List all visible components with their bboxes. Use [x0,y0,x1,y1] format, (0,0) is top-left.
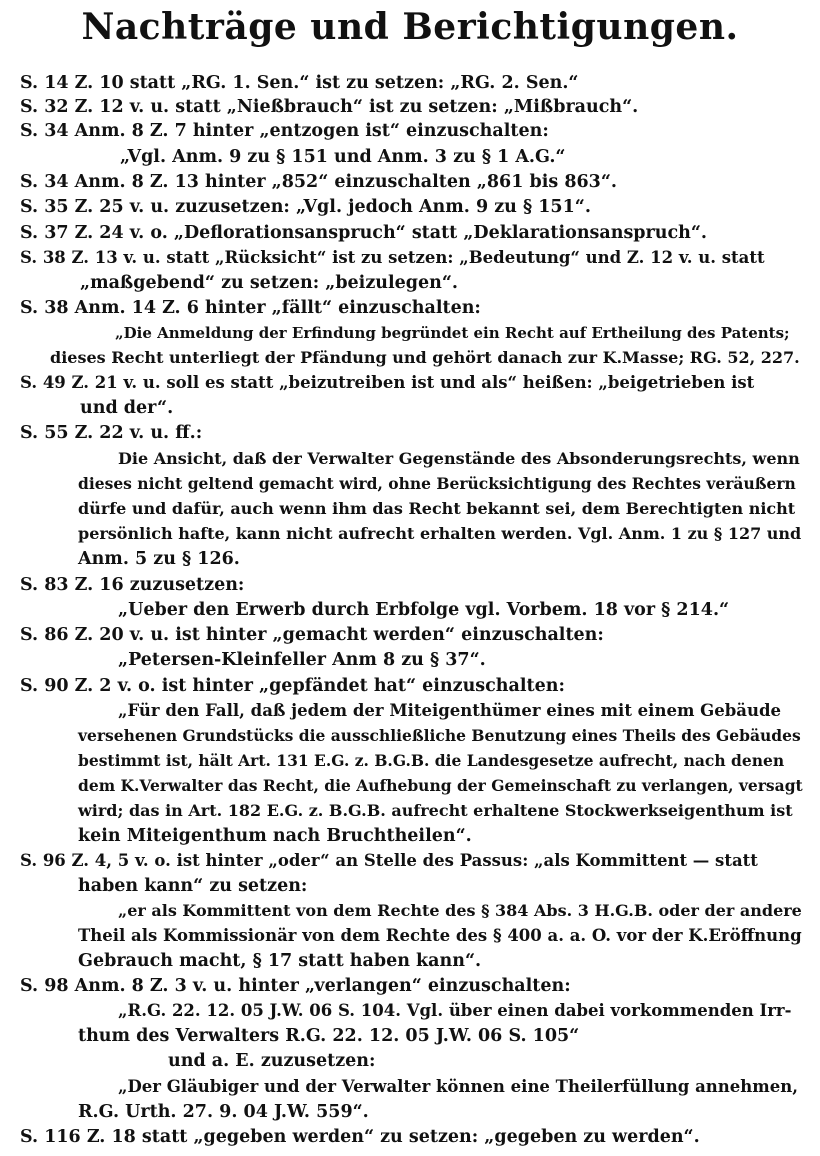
entry-line: dieses nicht geltend gemacht wird, ohne Berücksichtigung des Rechtes veräußern [78,474,796,493]
entry-line: S. 90 Z. 2 v. o. ist hinter „gepfändet hat“ einzuschalten: [20,676,565,696]
entry-line: „maßgebend“ zu setzen: „beizulegen“. [80,273,459,293]
entry-line: S. 34 Anm. 8 Z. 13 hinter „852“ einzuschalten „861 bis 863“. [20,172,618,192]
entry-line: wird; das in Art. 182 E.G. z. B.G.B. aufrecht erhaltene Stockwerkseigenthum ist [78,801,793,820]
entry-line: „Ueber den Erwerb durch Erbfolge vgl. Vorbem. 18 vor § 214.“ [118,600,730,620]
entry-line: S. 38 Z. 13 v. u. statt „Rücksicht“ ist zu setzen: „Bedeutung“ und Z. 12 v. u. statt [20,248,765,267]
entry-line: S. 14 Z. 10 statt „RG. 1. Sen.“ ist zu setzen: „RG. 2. Sen.“ [20,73,579,93]
entry-line: und a. E. zuzusetzen: [168,1051,376,1071]
entry-line: S. 32 Z. 12 v. u. statt „Nießbrauch“ ist zu setzen: „Mißbrauch“. [20,97,639,117]
entry-line: bestimmt ist, hält Art. 131 E.G. z. B.G.B. die Landesgesetze aufrecht, nach denen [78,751,785,770]
entry-line: dem K.Verwalter das Recht, die Aufhebung der Gemeinschaft zu verlangen, versagt [78,776,803,795]
entry-line: kein Miteigenthum nach Bruchtheilen“. [78,826,472,846]
entry-line: S. 49 Z. 21 v. u. soll es statt „beizutreiben ist und als“ heißen: „beigetrieben ist [20,373,755,392]
entry-line: „Die Anmeldung der Erfindung begründet ein Recht auf Ertheilung des Patents; [115,324,790,342]
entry-line: dieses Recht unterliegt der Pfändung und gehört danach zur K.Masse; RG. 52, 227. [50,348,800,367]
entry-line: S. 83 Z. 16 zuzusetzen: [20,575,245,595]
entry-line: Die Ansicht, daß der Verwalter Gegenstände des Absonderungsrechts, wenn [118,449,800,468]
page-title: Nachträge und Berichtigungen. [81,6,739,48]
entry-line: S. 34 Anm. 8 Z. 7 hinter „entzogen ist“ einzuschalten: [20,121,549,141]
entry-line: Anm. 5 zu § 126. [78,549,240,569]
entry-line: S. 55 Z. 22 v. u. ff.: [20,423,203,443]
entry-line: versehenen Grundstücks die ausschließliche Benutzung eines Theils des Gebäudes [78,726,801,745]
entry-line: „er als Kommittent von dem Rechte des § 384 Abs. 3 H.G.B. oder der andere [118,901,802,920]
entry-line: S. 38 Anm. 14 Z. 6 hinter „fällt“ einzuschalten: [20,298,481,318]
entry-line: S. 98 Anm. 8 Z. 3 v. u. hinter „verlangen“ einzuschalten: [20,976,571,996]
entry-line: und der“. [80,398,174,418]
entry-line: S. 37 Z. 24 v. o. „Deflorationsanspruch“ statt „Deklarationsanspruch“. [20,223,708,243]
entry-line: S. 96 Z. 4, 5 v. o. ist hinter „oder“ an Stelle des Passus: „als Kommittent — statt [20,851,758,870]
entry-line: thum des Verwalters R.G. 22. 12. 05 J.W. 06 S. 105“ [78,1026,580,1046]
entry-line: S. 86 Z. 20 v. u. ist hinter „gemacht werden“ einzuschalten: [20,625,604,645]
entry-line: Gebrauch macht, § 17 statt haben kann“. [78,951,482,971]
entry-line: „Petersen-Kleinfeller Anm 8 zu § 37“. [118,650,486,670]
entry-line: S. 116 Z. 18 statt „gegeben werden“ zu setzen: „gegeben zu werden“. [20,1127,700,1147]
entry-line: persönlich hafte, kann nicht aufrecht erhalten werden. Vgl. Anm. 1 zu § 127 und [78,524,802,543]
entry-line: „Für den Fall, daß jedem der Miteigenthümer eines mit einem Gebäude [118,701,781,720]
entry-line: R.G. Urth. 27. 9. 04 J.W. 559“. [78,1102,369,1122]
entry-line: S. 35 Z. 25 v. u. zuzusetzen: „Vgl. jedoch Anm. 9 zu § 151“. [20,197,591,217]
entry-line: Theil als Kommissionär von dem Rechte des § 400 a. a. O. vor der K.Eröffnung [78,926,802,945]
entry-line: „Der Gläubiger und der Verwalter können eine Theilerfüllung annehmen, [118,1077,798,1096]
entry-line: „Vgl. Anm. 9 zu § 151 und Anm. 3 zu § 1 A.G.“ [120,147,566,167]
entry-line: haben kann“ zu setzen: [78,876,308,896]
entry-line: „R.G. 22. 12. 05 J.W. 06 S. 104. Vgl. über einen dabei vorkommenden Irr- [118,1001,792,1020]
entry-line: dürfe und dafür, auch wenn ihm das Recht bekannt sei, dem Berechtigten nicht [78,499,796,518]
